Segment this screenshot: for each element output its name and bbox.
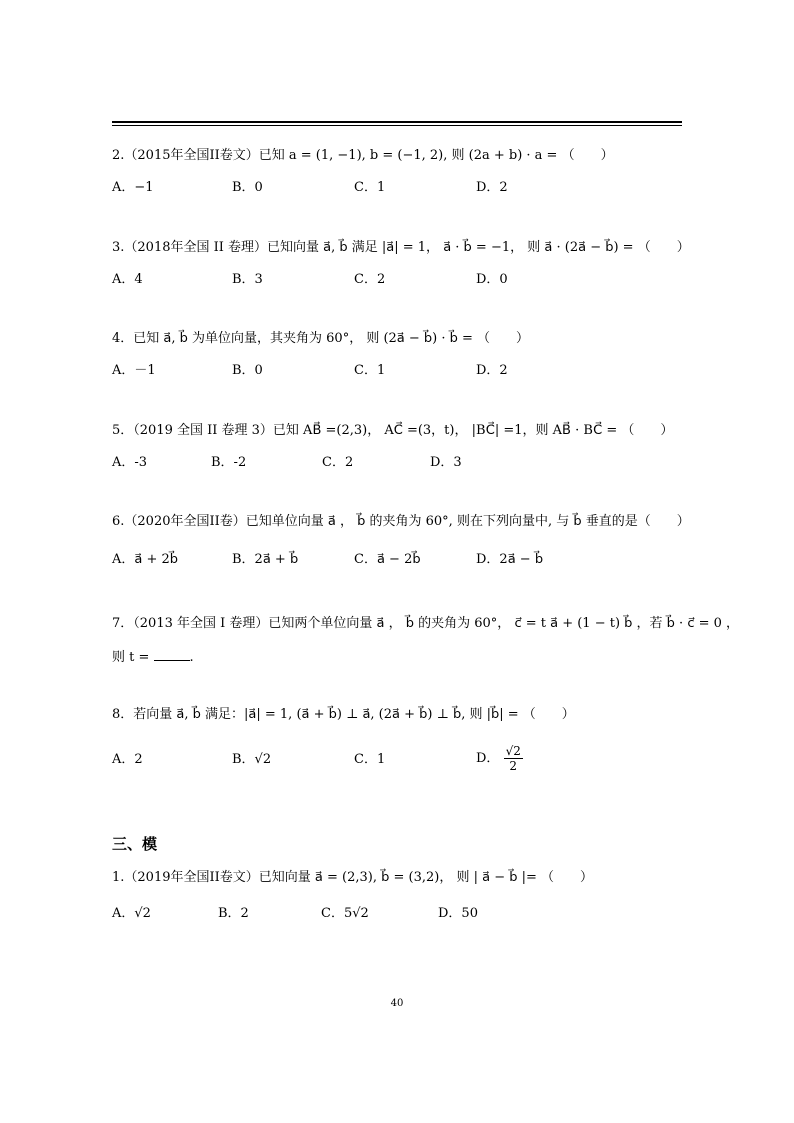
question-4-option-b: B．0: [232, 363, 263, 378]
question-4-option-c: C．1: [354, 363, 386, 378]
fraction: [504, 744, 523, 773]
question-7-stem-continuation: 则 t =: [112, 650, 154, 665]
question-7-stem: 7．（2013 年全国 I 卷理）已知两个单位向量 a⃗ ， b⃗ 的夹角为 60°， c⃗ = t a⃗ + (1 − t) b⃗ ，若 b⃗ · c⃗ = 0 ，: [112, 616, 740, 631]
question-2-option-b: B．0: [232, 180, 263, 195]
fraction-denominator: 2: [509, 759, 518, 773]
answer-blank[interactable]: [154, 648, 190, 661]
question-8-option-c: C．1: [354, 752, 386, 767]
question-2-stem: 2.（2015年全国II卷文）已知 a = (1, −1), b = (−1, 2), 则 (2a + b) · a = （ ）: [112, 148, 614, 163]
question-2-option-c: C．1: [354, 180, 386, 195]
section-question-1-stem: 1.（2019年全国II卷文）已知向量 a⃗ = (2,3), b⃗ = (3,2)， 则 | a⃗ − b⃗ |= （ ）: [112, 870, 594, 885]
question-6-stem: 6.（2020年全国II卷）已知单位向量 a⃗ ， b⃗ 的夹角为 60°, 则在下列向量中, 与 b⃗ 垂直的是（ ）: [112, 514, 690, 529]
question-3-stem: 3.（2018年全国 II 卷理）已知向量 a⃗, b⃗ 满足 |a⃗| = 1， a⃗ · b⃗ = −1， 则 a⃗ · (2a⃗ − b⃗) = （ ）: [112, 240, 690, 255]
header-rule-thick: [112, 121, 682, 123]
period: .: [189, 650, 194, 665]
fraction-numerator: √2: [505, 744, 521, 758]
header-rule-thin: [112, 125, 682, 126]
page-number: 40: [390, 998, 404, 1009]
section-question-1-option-a: A．√2: [112, 906, 151, 921]
question-7-stem-line2: [112, 648, 194, 666]
question-3-option-b: B．3: [232, 272, 263, 287]
question-5-option-a: A．-3: [112, 455, 148, 470]
question-3-option-c: C．2: [354, 272, 386, 287]
question-6-option-c: C．a⃗ − 2b⃗: [354, 552, 421, 567]
question-5-option-b: B．-2: [211, 455, 247, 470]
question-5-option-c: C．2: [322, 455, 354, 470]
section-title: 三、模: [112, 835, 158, 853]
question-6-option-b: B．2a⃗ + b⃗: [232, 552, 299, 567]
question-8-option-d-label: D．: [476, 751, 500, 766]
question-2-option-d: D．2: [476, 180, 508, 195]
question-4-option-a: A．－1: [112, 363, 156, 378]
question-6-option-a: A．a⃗ + 2b⃗: [112, 552, 179, 567]
question-8-option-a: A．2: [112, 752, 143, 767]
question-8-option-b: B．√2: [232, 752, 272, 767]
question-8-stem: 8．若向量 a⃗, b⃗ 满足：|a⃗| = 1, (a⃗ + b⃗) ⊥ a⃗, (2a⃗ + b⃗) ⊥ b⃗, 则 |b⃗| = （ ）: [112, 707, 575, 722]
question-2-option-a: A．−1: [112, 180, 154, 195]
question-8-option-d: [476, 744, 523, 773]
question-3-option-a: A．4: [112, 272, 143, 287]
section-question-1-option-b: B．2: [218, 906, 249, 921]
question-3-option-d: D．0: [476, 272, 508, 287]
question-4-stem: 4．已知 a⃗, b⃗ 为单位向量，其夹角为 60°， 则 (2a⃗ − b⃗) · b⃗ = （ ）: [112, 331, 530, 346]
question-5-stem: 5．（2019 全国 II 卷理 3）已知 AB⃗ =(2,3)， AC⃗ =(3，t)， |BC⃗| =1，则 AB⃗ · BC⃗ = （ ）: [112, 423, 674, 438]
question-4-option-d: D．2: [476, 363, 508, 378]
question-5-option-d: D．3: [430, 455, 462, 470]
question-6-option-d: D．2a⃗ − b⃗: [476, 552, 544, 567]
section-question-1-option-d: D．50: [438, 906, 478, 921]
section-question-1-option-c: C．5√2: [321, 906, 369, 921]
